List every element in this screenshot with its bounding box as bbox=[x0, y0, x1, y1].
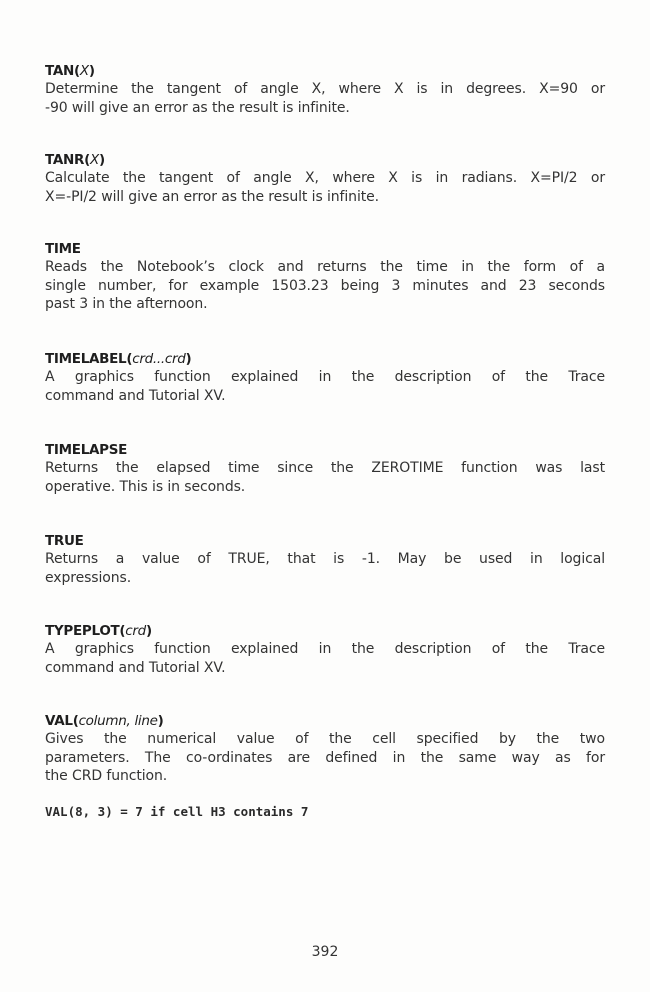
entry-true bbox=[45, 532, 605, 587]
description-line: command and Tutorial XV. bbox=[45, 387, 226, 404]
description-line: command and Tutorial XV. bbox=[45, 659, 226, 676]
close-paren: ) bbox=[185, 351, 192, 367]
description-line: the CRD function. bbox=[45, 768, 168, 784]
entry-title bbox=[45, 350, 605, 368]
close-paren: ) bbox=[157, 713, 164, 729]
function-name: TANR bbox=[45, 152, 85, 168]
entry-title bbox=[45, 441, 605, 459]
entry-tanr bbox=[45, 151, 605, 206]
function-name: VAL bbox=[45, 713, 73, 729]
description-line: X=-PI/2 will give an error as the result is infinite. bbox=[45, 188, 379, 205]
entry-time bbox=[45, 240, 605, 314]
function-name: TIME bbox=[45, 241, 81, 257]
entry-description bbox=[45, 550, 605, 587]
open-paren: ( bbox=[74, 63, 80, 79]
entry-tan bbox=[45, 62, 605, 117]
entry-timelapse bbox=[45, 441, 605, 496]
function-name: TYPEPLOT bbox=[45, 623, 120, 639]
function-name: TRUE bbox=[45, 533, 84, 549]
description-line: A graphics function explained in the description of the Trace bbox=[45, 641, 605, 657]
description-line: Calculate the tangent of angle X, where X is in radians. X=PI/2 or bbox=[45, 170, 605, 186]
description-line: past 3 in the afternoon. bbox=[45, 296, 208, 312]
entry-description bbox=[45, 258, 605, 314]
entry-timelabel bbox=[45, 350, 605, 405]
entry-title bbox=[45, 532, 605, 550]
description-line: Reads the Notebook’s clock and returns the time in the form of a bbox=[45, 259, 605, 275]
entry-description bbox=[45, 368, 605, 405]
entry-description bbox=[45, 640, 605, 677]
open-paren: ( bbox=[126, 351, 133, 367]
entry-val bbox=[45, 712, 605, 786]
close-paren: ) bbox=[145, 623, 152, 639]
function-args: column, line bbox=[78, 713, 158, 729]
entry-title bbox=[45, 622, 605, 640]
entry-description bbox=[45, 169, 605, 206]
function-args: X bbox=[89, 152, 99, 168]
description-line: Determine the tangent of angle X, where X is in degrees. X=90 or bbox=[45, 81, 605, 97]
description-line: operative. This is in seconds. bbox=[45, 478, 246, 495]
description-line: A graphics function explained in the description of the Trace bbox=[45, 369, 605, 385]
entry-description bbox=[45, 730, 605, 786]
description-line: -90 will give an error as the result is infinite. bbox=[45, 99, 350, 116]
description-line: Returns a value of TRUE, that is -1. May be used in logical bbox=[45, 551, 605, 567]
entry-description bbox=[45, 459, 605, 496]
description-line: single number, for example 1503.23 being 3 minutes and 23 seconds bbox=[45, 277, 605, 294]
description-line: parameters. The co-ordinates are defined in the same way as for bbox=[45, 749, 605, 766]
entry-typeplot bbox=[45, 622, 605, 677]
entry-title bbox=[45, 712, 605, 730]
function-name: TIMELABEL bbox=[45, 351, 127, 367]
function-name: TAN bbox=[45, 63, 75, 79]
description-line: Gives the numerical value of the cell specified by the two bbox=[45, 731, 605, 747]
open-paren: ( bbox=[72, 713, 79, 729]
function-name: TIMELAPSE bbox=[45, 442, 128, 458]
close-paren: ) bbox=[98, 152, 105, 168]
page-number: 392 bbox=[311, 944, 339, 960]
entry-description bbox=[45, 80, 605, 117]
code-example: VAL(8, 3) = 7 if cell H3 contains 7 bbox=[45, 804, 309, 819]
open-paren: ( bbox=[119, 623, 126, 639]
description-line: Returns the elapsed time since the ZEROTIME function was last bbox=[45, 460, 605, 476]
function-args: crd...crd bbox=[132, 351, 186, 367]
description-line: expressions. bbox=[45, 569, 132, 586]
entry-title bbox=[45, 151, 605, 169]
close-paren: ) bbox=[88, 63, 95, 79]
entry-title bbox=[45, 62, 605, 80]
open-paren: ( bbox=[84, 152, 90, 168]
function-args: X bbox=[79, 63, 89, 79]
function-args: crd bbox=[125, 623, 146, 639]
entry-title bbox=[45, 240, 605, 258]
